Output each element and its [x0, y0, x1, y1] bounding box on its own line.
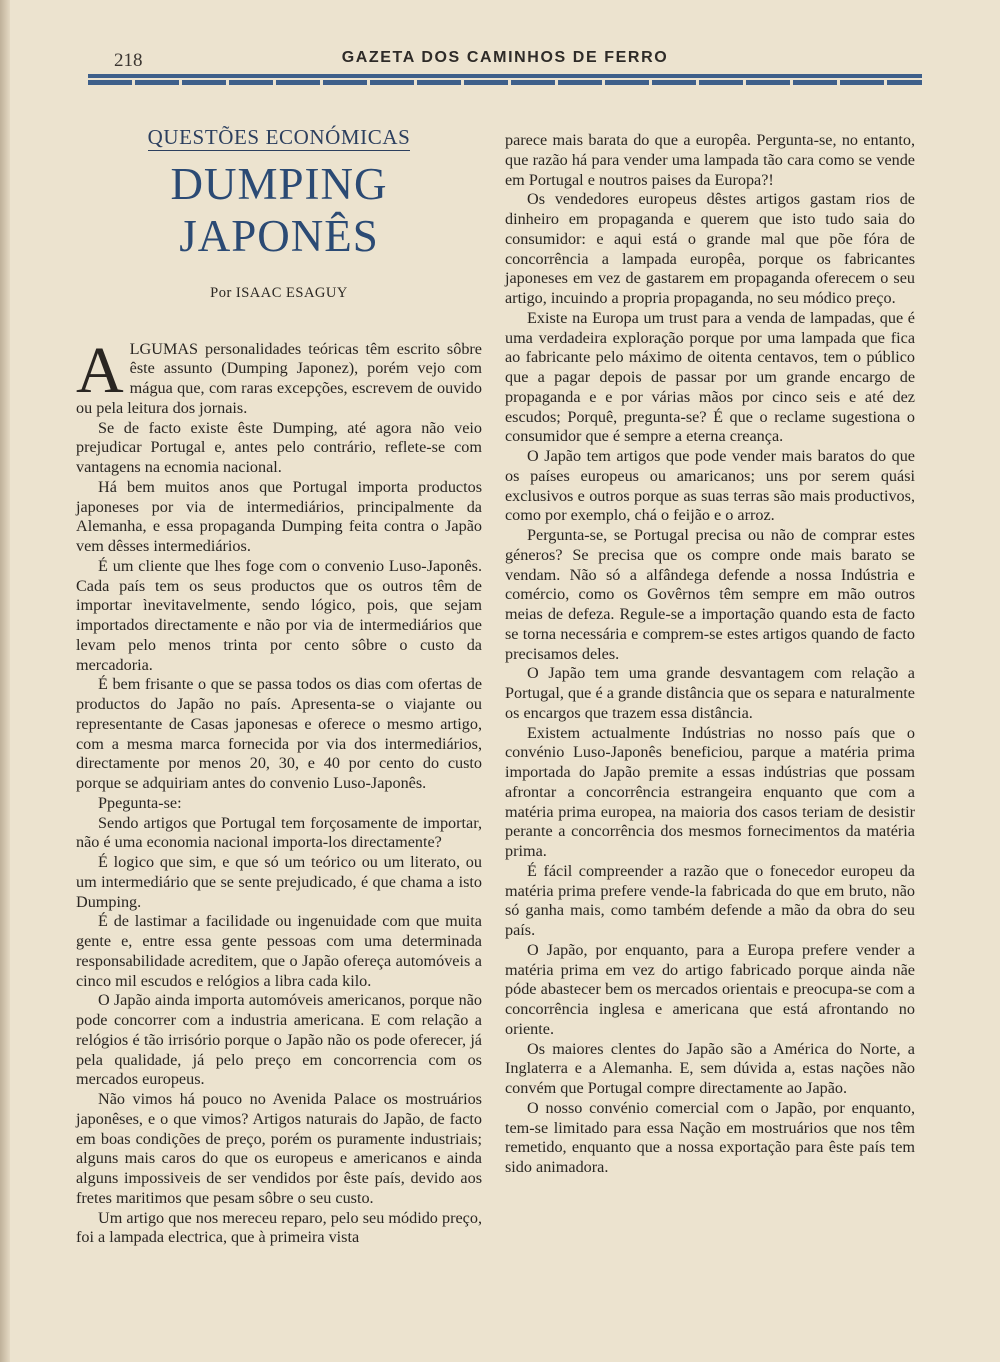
paragraph: Os maiores clentes do Japão são a América do Norte, a Inglaterra e a Alemanha. E, sem dúvida a, estas nações não convém que Portugal compre directamente ao Japão.: [505, 1039, 915, 1097]
paragraph: É logico que sim, e que só um teórico ou um literato, ou um intermediário que se sente prejudicado, é que chama a isto Dumping.: [76, 853, 482, 911]
paragraph: O Japão ainda importa automóveis americanos, porque não pode concorrer com a industria americana. E com relação a relógios é tão irrisório porque o Japão não os pode oferecer, já pela qualidade, já pelo preço em concorrencia com os mercados europeus.: [76, 991, 482, 1089]
section-title: [76, 125, 482, 149]
paragraph: Há bem muitos anos que Portugal importa productos japoneses por via de intermediários, principalmente da Alemanha, e essa propaganda Dumping feita contra o Japão vem dêsses intermediários.: [76, 477, 482, 555]
paragraph: Sendo artigos que Portugal tem forçosamente de importar, não é uma economia nacional importa-los directamente?: [76, 813, 482, 852]
drop-cap: A: [76, 333, 124, 407]
header-rule-bottom: [88, 80, 922, 85]
paragraph: [76, 333, 482, 419]
paragraph: É um cliente que lhes foge com o convenio Luso-Japonês. Cada país tem os seus productos que os outros têm de importar ìnevitavelmente, sendo lógico, pois, que sejam importados directamente e não por via de intermediários que levam pelo menos trinta por cento sôbre o custo da mercadoria.: [76, 556, 482, 674]
paragraph: Um artigo que nos mereceu reparo, pelo seu módido preço, foi a lampada electrica, que à primeira vista: [76, 1208, 482, 1247]
right-column: [505, 131, 915, 1178]
paragraph: Existe na Europa um trust para a venda de lampadas, que é uma verdadeira exploração porque por uma lampada que fica ao fabricante pelo máximo de oitenta centavos, tem o público que a pagar depois de passar por um grande encargo de propaganda e e por várias mãos por cinco seis e até dez escudos; Porquê, pregunta-se? É que o reclame sugestiona o consumidor que é sempre a eterna creança.: [505, 308, 915, 446]
header-rule-top: [88, 74, 922, 78]
section-title-text: QUESTÕES ECONÓMICAS: [147, 125, 411, 149]
paragraph: Não vimos há pouco no Avenida Palace os mostruários japonêses, e o que vimos? Artigos naturais do Japão, de facto em boas condições de preço, porém os puramente industriais; alguns mais caros do que os europeus e americanos e ainda alguns impossiveis de ser vendidos por êste país, devido aos fretes maritimos que pesam sôbre o seu custo.: [76, 1090, 482, 1207]
paragraph: O nosso convénio comercial com o Japão, por enquanto, tem-se limitado para essa Nação em mostruários que nos têm remetido, enquanto que a nossa exportação para êste país tem sido animadora.: [505, 1098, 915, 1176]
paragraph: É fácil compreender a razão que o fonecedor europeu da matéria prima prefere vende-la fabricada do que em bruto, não só ganha mais, como também defende a mão da obra do seu país.: [505, 861, 915, 939]
paragraph: Existem actualmente Indústrias no nosso país que o convénio Luso-Japonês beneficiou, parque a matéria prima importada do Japão premite a essas indústrias que possam afrontar a concorrência estrangeira enquanto que com a matéria prima europea, na maioria dos casos teriam de desistir perante a concorrência dos mesmos fornecimentos da matéria prima.: [505, 723, 915, 860]
page-header: [88, 48, 922, 74]
journal-title: GAZETA DOS CAMINHOS DE FERRO: [341, 49, 669, 66]
paragraph: O Japão tem uma grande desvantagem com relação a Portugal, que é a grande distância que os separa e naturalmente os encargos que trazem essa distância.: [505, 664, 915, 722]
paragraph: O Japão tem artigos que pode vender mais baratos do que os países europeus ou amaricanos; uns por serem quási exclusivos e outros porque as suas terras são mais productivos, como por exemplo, chá o feijão e o arroz.: [505, 447, 915, 525]
paragraph-text: LGUMAS personalidades teóricas têm escrito sôbre êste assunto (Dumping Japonez), porém vejo com mágua que, com raras excepções, escrevem de ouvido ou pela leitura dos jornais.: [76, 339, 482, 417]
paragraph: Se de facto existe êste Dumping, até agora não veio prejudicar Portugal e, antes pelo contrário, reflete-se com vantagens na ecnomia nacional.: [76, 418, 482, 476]
paragraph: Pergunta-se, se Portugal precisa ou não de comprar estes géneros? Se precisa que os compre onde mais barato se vendam. Não só a alfândega defende a nossa Indústria e comércio, como os Govêrnos têm sempre em mão outros meias de defeza. Regule-se a importação quando esta de facto se torna necessária e comprem-se estes artigos quando de facto precisamos deles.: [505, 526, 915, 663]
paragraph: parece mais barata do que a europêa. Pergunta-se, no entanto, que razão há para vender uma lampada tão cara como se vende em Portugal e noutros paises da Europa?!: [505, 131, 915, 189]
paragraph: É bem frisante o que se passa todos os dias com ofertas de productos do Japão no país. Apresenta-se o viajante ou representante de Casas japonesas e oferece o mesmo artigo, com a mesma marca fornecida por via dos intermediários, directamente por menos 20, 30, e 40 por cento do custo porque se adquiriam antes do convenio Luso-Japonês.: [76, 675, 482, 792]
left-column: [76, 125, 482, 1248]
paragraph: É de lastimar a facilidade ou ingenuidade com que muita gente e, entre essa gente pessoas com uma determinada responsabilidade acreditem, que o Japão ofereça automóveis a cinco mil escudos e relógios a libra cada kilo.: [76, 912, 482, 990]
paragraph: O Japão, por enquanto, para a Europa prefere vender a matéria prima em vez do artigo fabricado porque ainda nãe póde abastecer bem os mercados orientais e preocupa-se com a concorrência inglesa e americana que está afrontando no oriente.: [505, 940, 915, 1038]
page-number: 218: [114, 50, 143, 71]
paragraph: Os vendedores europeus dêstes artigos gastam rios de dinheiro em propaganda e querem que isto tudo saia do consumidor: e aqui está o grande mal que põe fóra de concorrência a lampada europêa, porque os fabricantes japoneses em vez de gastarem em propaganda oferecem o seu artigo, incuindo a propria propaganda, no seu módico preço.: [505, 190, 915, 307]
byline: Por ISAAC ESAGUY: [210, 284, 348, 301]
paragraph: Ppegunta-se:: [98, 793, 182, 812]
article-title: DUMPING JAPONÊS: [170, 158, 388, 261]
page-edge: [0, 0, 10, 1362]
